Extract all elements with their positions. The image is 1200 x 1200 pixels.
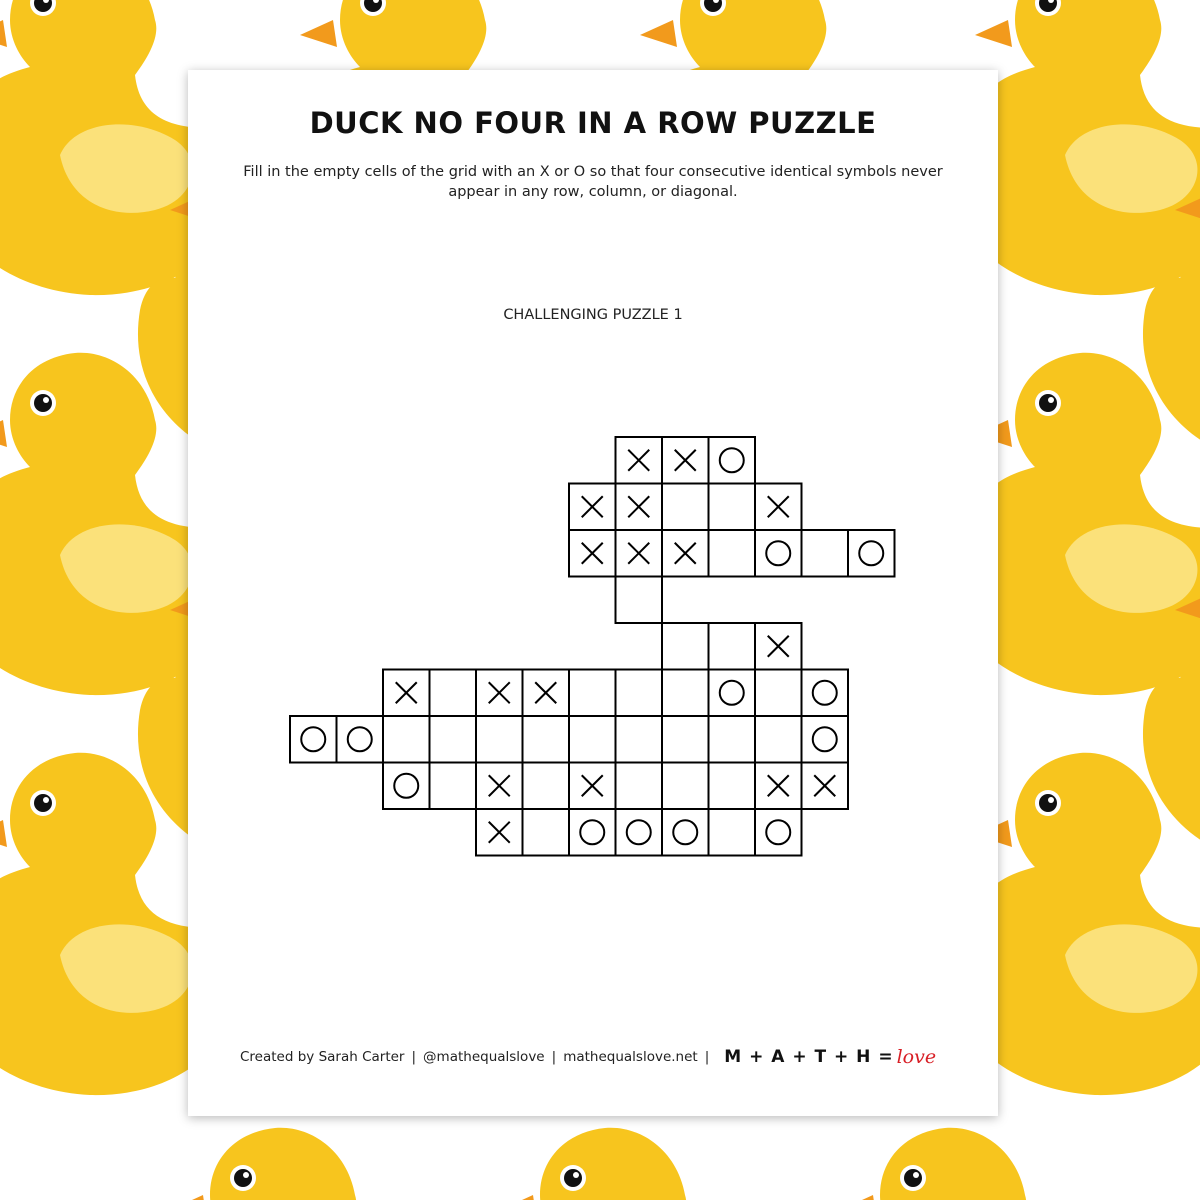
grid-cell[interactable] [755,716,802,763]
grid-cell[interactable] [430,716,477,763]
grid-cell[interactable] [430,670,477,717]
grid-cell[interactable] [616,437,663,484]
grid-cell[interactable] [662,716,709,763]
grid-cell[interactable] [476,670,523,717]
grid-cell[interactable] [848,530,895,577]
grid-cell[interactable] [662,484,709,531]
grid-cell[interactable] [616,763,663,810]
grid-cell[interactable] [569,530,616,577]
worksheet-page [188,70,998,1116]
grid-cell[interactable] [430,763,477,810]
grid-cell[interactable] [709,437,756,484]
grid-cell[interactable] [616,484,663,531]
footer-handle[interactable]: @mathequalslove [423,1049,545,1065]
grid-cell[interactable] [662,623,709,670]
grid-cell[interactable] [616,716,663,763]
grid-cell[interactable] [383,763,430,810]
grid-cell[interactable] [709,530,756,577]
grid-cell[interactable] [476,763,523,810]
grid-cell[interactable] [709,809,756,856]
grid-cell[interactable] [709,763,756,810]
grid-cell[interactable] [476,716,523,763]
grid-cell[interactable] [755,623,802,670]
footer-website-link[interactable]: mathequalslove.net [563,1049,698,1065]
footer [240,1042,960,1072]
grid-cell[interactable] [337,716,384,763]
grid-cell[interactable] [802,716,849,763]
footer-separator: | [411,1049,417,1065]
grid-cell[interactable] [616,809,663,856]
grid-cell[interactable] [616,530,663,577]
grid-cell[interactable] [662,437,709,484]
grid-cell[interactable] [662,809,709,856]
grid-cell[interactable] [709,623,756,670]
grid-cell[interactable] [709,484,756,531]
grid-cell[interactable] [523,763,570,810]
grid-cell[interactable] [662,670,709,717]
love-script-logo: love [896,1046,937,1068]
grid-cell[interactable] [755,763,802,810]
footer-credit: Created by Sarah Carter [240,1049,405,1065]
grid-cell[interactable] [616,670,663,717]
grid-cell[interactable] [569,484,616,531]
grid-cell[interactable] [755,484,802,531]
grid-cell[interactable] [569,809,616,856]
grid-cell[interactable] [755,530,802,577]
grid-cell[interactable] [523,716,570,763]
grid-cell[interactable] [662,763,709,810]
grid-cell[interactable] [569,716,616,763]
grid-cell[interactable] [802,763,849,810]
grid-cell[interactable] [709,670,756,717]
grid-cell[interactable] [569,763,616,810]
math-equals-love-logo: M + A + T + H = [724,1047,894,1067]
grid-cell[interactable] [290,716,337,763]
grid-cell[interactable] [802,670,849,717]
grid-cell[interactable] [523,809,570,856]
puzzle-title: DUCK NO FOUR IN A ROW PUZZLE [309,106,877,140]
grid-cell[interactable] [569,670,616,717]
puzzle-instructions: Fill in the empty cells of the grid with an X or O so that four consecutive identical symbols never appear in any row, column, or diagonal. [243,164,943,200]
grid-cell[interactable] [662,530,709,577]
footer-separator: | [704,1049,710,1065]
grid-cell[interactable] [755,670,802,717]
grid-cell[interactable] [383,670,430,717]
grid-cell[interactable] [383,716,430,763]
footer-separator: | [551,1049,557,1065]
grid-cell[interactable] [523,670,570,717]
duck-puzzle-grid [188,70,998,1116]
puzzle-label: CHALLENGING PUZZLE 1 [503,307,683,323]
grid-cell[interactable] [709,716,756,763]
grid-cell[interactable] [616,577,663,624]
grid-cell[interactable] [476,809,523,856]
grid-cell[interactable] [755,809,802,856]
grid-cell[interactable] [802,530,849,577]
